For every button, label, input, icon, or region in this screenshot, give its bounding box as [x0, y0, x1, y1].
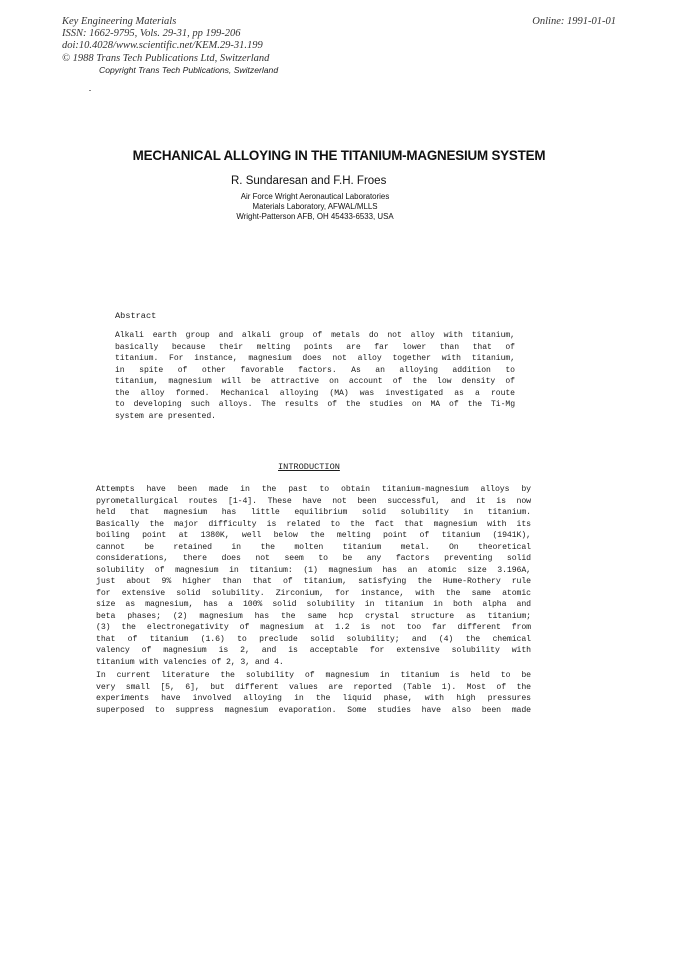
doi-line: doi:10.4028/www.scientific.net/KEM.29-31.199: [62, 40, 263, 52]
abstract-line: titanium, magnesium will be attractive on account of the low density of: [115, 377, 515, 387]
scan-speck: [89, 90, 91, 91]
abstract-line: Alkali earth group and alkali group of metals do not alloy with titanium,: [115, 331, 515, 340]
abstract-line: titanium. For instance, magnesium does not alloy together with titanium,: [115, 354, 515, 364]
journal-citation-block: [62, 16, 392, 65]
paragraph-line: Attempts have been made in the past to obtain titanium-magnesium alloys by: [96, 485, 531, 494]
publisher-line: © 1988 Trans Tech Publications Ltd, Switzerland: [62, 52, 270, 64]
paper-title: MECHANICAL ALLOYING IN THE TITANIUM-MAGNESIUM SYSTEM: [132, 148, 546, 163]
paragraph-line: pyrometallurgical routes [1-4]. These have not been successful, and it is now: [96, 496, 531, 506]
affiliation-line: Materials Laboratory, AFWAL/MLLS: [252, 202, 378, 212]
paragraph-line: In current literature the solubility of magnesium in titanium is held to be: [96, 671, 531, 680]
introduction-paragraph-1: [96, 484, 531, 668]
paragraph-line: very small [5, 6], but different values are reported (Table 1). Most of the: [96, 682, 531, 692]
abstract-line: the alloy formed. Mechanical alloying (MA) was investigated as a route: [115, 388, 515, 398]
paragraph-line: beta phases; (2) magnesium has the same hcp crystal structure as titanium;: [96, 611, 531, 621]
paragraph-line: for extensive solid solubility. Zirconium, for instance, with the same atomic: [96, 588, 531, 598]
paragraph-line: (3) the electronegativity of magnesium at 1.2 is not too far different from: [96, 623, 531, 632]
paragraph-line: valency of magnesium is 2, and is acceptable for extensive solubility with: [96, 646, 531, 655]
abstract-line: to developing such alloys. The results of the studies on MA of the Ti-Mg: [115, 400, 515, 410]
paragraph-line: considerations, there does not seem to be any factors preventing solid: [96, 554, 531, 563]
affiliation-line: Air Force Wright Aeronautical Laboratories: [240, 192, 390, 201]
paragraph-line: boiling point at 1380K, well below the melting point of titanium (1941K),: [96, 531, 531, 540]
copyright-stamp: Copyright Trans Tech Publications, Switzerland: [99, 65, 279, 75]
paragraph-line: held that magnesium has little equilibrium solid solubility in titanium.: [96, 508, 531, 517]
introduction-paragraph-2: [96, 670, 531, 716]
paragraph-line: titanium with valencies of 2, 3, and 4.: [96, 657, 284, 667]
affiliation-line: Wright-Patterson AFB, OH 45433-6533, USA: [236, 212, 394, 222]
paragraph-line: superposed to suppress magnesium evaporation. Some studies have also been made: [96, 705, 531, 715]
abstract-body: [115, 330, 515, 422]
abstract-line: in spite of other favorable factors. As an alloying addition to: [115, 365, 515, 375]
issn-line: ISSN: 1662-9795, Vols. 29-31, pp 199-206: [62, 28, 241, 40]
paper-authors: R. Sundaresan and F.H. Froes: [231, 175, 387, 187]
paragraph-line: cannot be retained in the molten titanium metal. On theoretical: [96, 542, 531, 552]
section-heading-introduction: INTRODUCTION: [278, 462, 340, 472]
paragraph-line: size as magnesium, has a 100% solid solubility in titanium in both alpha and: [96, 600, 531, 609]
abstract-line: basically because their melting points are far lower than that of: [115, 342, 515, 352]
paragraph-line: that of titanium (1.6) to preclude solid solubility; and (4) the chemical: [96, 634, 531, 644]
paragraph-line: Basically the major difficulty is related to the fact that magnesium with its: [96, 519, 531, 529]
author-affiliation: [220, 192, 410, 223]
paragraph-line: solubility of magnesium in titanium: (1) magnesium has an atomic size 3.196A,: [96, 565, 531, 575]
paragraph-line: experiments have involved alloying in the liquid phase, with high pressures: [96, 694, 531, 703]
paragraph-line: just about 9% higher than that of titanium, satisfying the Hume-Rothery rule: [96, 577, 531, 586]
abstract-line: system are presented.: [115, 411, 216, 421]
online-date: Online: 1991-01-01: [532, 16, 616, 27]
abstract-heading: Abstract: [115, 311, 157, 321]
journal-name: Key Engineering Materials: [62, 16, 177, 27]
